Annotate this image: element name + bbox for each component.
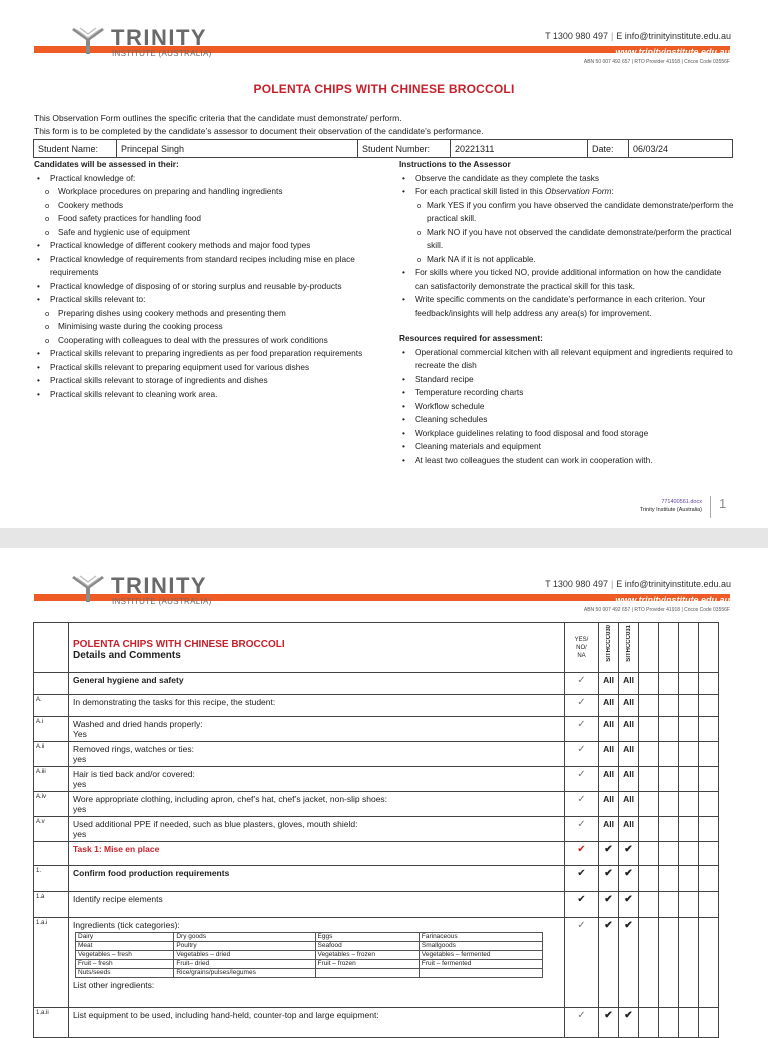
- list-item: • Operational commercial kitchen with all relevant equipment and ingredients required to recreate the dish: [399, 346, 734, 373]
- unit-1-cell[interactable]: All: [599, 817, 619, 842]
- ingredient-category[interactable]: Rice/grains/pulses/legumes: [174, 969, 315, 978]
- ingredient-category[interactable]: Eggs: [315, 933, 419, 942]
- ingredient-category[interactable]: Farinaceous: [419, 933, 542, 942]
- sub-list-item: o Mark NA if it is not applicable.: [399, 253, 734, 267]
- header-contact: T 1300 980 497 | E info@trinityinstitute.edu.au: [545, 579, 731, 589]
- row-number: 1.a.ii: [34, 1008, 69, 1038]
- ingredient-category[interactable]: Fruit – fresh: [76, 960, 174, 969]
- sub-list-item: o Preparing dishes using cookery methods and presenting them: [34, 307, 374, 321]
- unit-1-cell[interactable]: All: [599, 695, 619, 717]
- table-row: [34, 767, 719, 792]
- list-item: • Workplace guidelines relating to food disposal and food storage: [399, 427, 734, 441]
- row-description: List equipment to be used, including hand-held, counter-top and large equipment:: [69, 1008, 565, 1038]
- table-row: [34, 1008, 719, 1038]
- table-row: [34, 717, 719, 742]
- unit-1-cell[interactable]: All: [599, 767, 619, 792]
- table-row: [34, 673, 719, 695]
- row-description: Ingredients (tick categories): Dairy Dry goods Eggs Farinaceous Meat Poultry Seafood Smallgoods Vegetables – fresh Vegetables – dried Vegetables – frozen Vegetables – fermented Fruit – fresh Fruit– dried Fruit – frozen Fruit – fermented Nuts/seeds Rice/grains/pulses/legumes List other ingredients:: [69, 918, 565, 1008]
- unit-1-cell[interactable]: ✔: [599, 892, 619, 918]
- answer-text[interactable]: Yes: [73, 729, 87, 739]
- answer-text[interactable]: yes: [73, 804, 87, 814]
- unit-2-cell[interactable]: ✔: [619, 1008, 639, 1038]
- list-item: • Practical skills relevant to:: [34, 293, 374, 307]
- yes-checkbox[interactable]: ✓: [565, 673, 599, 695]
- assessed-criteria: [34, 158, 374, 401]
- unit-2-cell[interactable]: All: [619, 695, 639, 717]
- page-number: 1: [710, 496, 726, 518]
- unit-2-cell[interactable]: All: [619, 817, 639, 842]
- row-number: A.v: [34, 817, 69, 842]
- header-contact: T 1300 980 497 | E info@trinityinstitute.edu.au: [545, 31, 731, 41]
- row-number: 1.a: [34, 892, 69, 918]
- row-description: Confirm food production requirements: [69, 866, 565, 892]
- list-item: • Standard recipe: [399, 373, 734, 387]
- phone-number: T 1300 980 497: [545, 31, 608, 41]
- unit-1-cell[interactable]: All: [599, 717, 619, 742]
- unit-1-cell[interactable]: ✔: [599, 842, 619, 866]
- observation-checklist-table: [33, 622, 719, 1038]
- assessor-instructions: [399, 158, 734, 467]
- student-name-label: Student Name:: [34, 140, 117, 158]
- sub-list-item: o Workplace procedures on preparing and handling ingredients: [34, 185, 374, 199]
- unit-1-cell[interactable]: ✔: [599, 918, 619, 1008]
- resources-heading: Resources required for assessment:: [399, 333, 543, 343]
- unit-2-cell[interactable]: ✔: [619, 866, 639, 892]
- yes-checkbox[interactable]: ✓: [565, 767, 599, 792]
- row-description: Removed rings, watches or ties: yes: [69, 742, 565, 767]
- table-row: [34, 742, 719, 767]
- yes-checkbox[interactable]: ✔: [565, 892, 599, 918]
- row-number: A.: [34, 695, 69, 717]
- sub-list-item: o Mark YES if you confirm you have observed the candidate demonstrate/perform the practical skill.: [399, 199, 734, 226]
- list-item: • Workflow schedule: [399, 400, 734, 414]
- intro-text: [34, 112, 768, 138]
- sub-list-item: o Cookery methods: [34, 199, 374, 213]
- table-header-title: [69, 623, 565, 673]
- assessed-heading: Candidates will be assessed in their:: [34, 159, 179, 169]
- list-item: • Cleaning schedules: [399, 413, 734, 427]
- date-field[interactable]: 06/03/24: [629, 140, 733, 158]
- unit-2-cell[interactable]: All: [619, 742, 639, 767]
- checklist-subtitle: Details and Comments: [73, 649, 181, 661]
- footer-doc-name: 771400561.docx: [661, 499, 702, 505]
- logo-subtitle: INSTITUTE (AUSTRALIA): [112, 49, 212, 58]
- website-link[interactable]: www.trinityinstitute.edu.au: [615, 595, 730, 605]
- yes-checkbox[interactable]: ✓: [565, 717, 599, 742]
- unit-header-2: SITHCCC031: [619, 623, 639, 673]
- phone-number: T 1300 980 497: [545, 579, 608, 589]
- table-row: [76, 969, 543, 978]
- row-description: Identify recipe elements: [69, 892, 565, 918]
- logo-wordmark: TRINITY: [111, 25, 208, 50]
- page-footer: [640, 498, 702, 514]
- ingredient-category[interactable]: Dairy: [76, 933, 174, 942]
- list-item: • At least two colleagues the student can work in cooperation with.: [399, 454, 734, 468]
- ingredient-category[interactable]: Fruit– dried: [174, 960, 315, 969]
- sub-list-item: o Cooperating with colleagues to deal with the pressures of work conditions: [34, 334, 374, 348]
- ingredient-category[interactable]: Vegetables – frozen: [315, 951, 419, 960]
- yes-checkbox[interactable]: ✓: [565, 817, 599, 842]
- student-details-table: [33, 139, 733, 158]
- ingredient-category[interactable]: Nuts/seeds: [76, 969, 174, 978]
- yes-checkbox[interactable]: ✔: [565, 842, 599, 866]
- table-row: [76, 951, 543, 960]
- ingredient-category[interactable]: Poultry: [174, 942, 315, 951]
- list-item: • Temperature recording charts: [399, 386, 734, 400]
- student-number-label: Student Number:: [358, 140, 451, 158]
- table-row: [34, 918, 719, 1008]
- unit-2-cell[interactable]: ✔: [619, 842, 639, 866]
- yes-no-na-header: YES/ NO/ NA: [565, 623, 599, 673]
- row-description: Wore appropriate clothing, including apron, chef’s hat, chef’s jacket, non-slip shoes: yes: [69, 792, 565, 817]
- ingredient-category[interactable]: Dry goods: [174, 933, 315, 942]
- answer-text[interactable]: yes: [73, 829, 87, 839]
- yes-checkbox[interactable]: ✓: [565, 1008, 599, 1038]
- logo-mark-icon: [70, 574, 106, 604]
- table-row: [76, 942, 543, 951]
- list-item: • Observe the candidate as they complete the tasks: [399, 172, 734, 186]
- date-label: Date:: [588, 140, 629, 158]
- list-item: • Practical skills relevant to preparing ingredients as per food preparation requirements: [34, 347, 374, 361]
- row-number: 1.: [34, 866, 69, 892]
- logo-subtitle: INSTITUTE (AUSTRALIA): [112, 597, 212, 606]
- sub-list-item: o Food safety practices for handling food: [34, 212, 374, 226]
- list-item: • Practical skills relevant to preparing equipment used for various dishes: [34, 361, 374, 375]
- table-row: [34, 817, 719, 842]
- ingredient-category[interactable]: Seafood: [315, 942, 419, 951]
- list-item: • Practical skills relevant to storage of ingredients and dishes: [34, 374, 374, 388]
- yes-checkbox[interactable]: ✓: [565, 792, 599, 817]
- list-item: • Cleaning materials and equipment: [399, 440, 734, 454]
- unit-2-cell[interactable]: All: [619, 767, 639, 792]
- student-name-field[interactable]: Princepal Singh: [117, 140, 358, 158]
- row-number: A.iv: [34, 792, 69, 817]
- unit-2-cell[interactable]: ✔: [619, 892, 639, 918]
- logo-mark-icon: [70, 26, 106, 56]
- row-number: A.i: [34, 717, 69, 742]
- list-item: • Practical knowledge of different cookery methods and major food types: [34, 239, 374, 253]
- answer-text[interactable]: yes: [73, 754, 87, 764]
- list-item: • For each practical skill listed in this Observation Form:: [399, 185, 734, 199]
- abn-line: ABN 50 007 492 657 | RTO Provider 41918 | Cricos Code 03556F: [583, 607, 730, 613]
- unit-header-1: SITHCCC030: [599, 623, 619, 673]
- footer-org: Trinity Institute (Australia): [639, 507, 702, 513]
- unit-1-cell[interactable]: All: [599, 742, 619, 767]
- answer-text[interactable]: yes: [73, 779, 87, 789]
- ingredient-category[interactable]: Vegetables – fermented: [419, 951, 542, 960]
- list-item: • Practical knowledge of:: [34, 172, 374, 186]
- email-address[interactable]: E info@trinityinstitute.edu.au: [616, 31, 731, 41]
- yes-checkbox[interactable]: ✓: [565, 742, 599, 767]
- list-item: • Practical skills relevant to cleaning work area.: [34, 388, 374, 402]
- other-ingredients-label: List other ingredients:: [73, 980, 155, 990]
- table-row: [34, 866, 719, 892]
- unit-2-cell[interactable]: All: [619, 717, 639, 742]
- unit-2-cell[interactable]: All: [619, 673, 639, 695]
- row-description: Used additional PPE if needed, such as blue plasters, gloves, mouth shield: yes: [69, 817, 565, 842]
- instructions-heading: Instructions to the Assessor: [399, 159, 511, 169]
- email-address[interactable]: E info@trinityinstitute.edu.au: [616, 579, 731, 589]
- ingredient-category[interactable]: [315, 969, 419, 978]
- list-item: • Practical knowledge of requirements from standard recipes including mise en place requirements: [34, 253, 374, 280]
- unit-1-cell[interactable]: ✔: [599, 866, 619, 892]
- abn-line: ABN 50 007 492 657 | RTO Provider 41918 | Cricos Code 03556F: [583, 59, 730, 65]
- unit-1-cell[interactable]: All: [599, 673, 619, 695]
- unit-2-cell[interactable]: ✔: [619, 918, 639, 1008]
- yes-checkbox[interactable]: ✓: [565, 918, 599, 1008]
- ingredient-category[interactable]: Smallgoods: [419, 942, 542, 951]
- ingredient-category[interactable]: Meat: [76, 942, 174, 951]
- logo-wordmark: TRINITY: [111, 573, 208, 598]
- task-heading: Task 1: Mise en place: [69, 842, 565, 866]
- sub-list-item: o Safe and hygienic use of equipment: [34, 226, 374, 240]
- unit-2-cell[interactable]: All: [619, 792, 639, 817]
- table-row: [34, 792, 719, 817]
- table-row: [34, 842, 719, 866]
- ingredient-category[interactable]: Vegetables – fresh: [76, 951, 174, 960]
- unit-1-cell[interactable]: ✔: [599, 1008, 619, 1038]
- unit-1-cell[interactable]: All: [599, 792, 619, 817]
- row-number: A.iii: [34, 767, 69, 792]
- table-row: [76, 960, 543, 969]
- intro-line-1: This Observation Form outlines the specific criteria that the candidate must demonstrate/ perform.: [34, 113, 402, 123]
- row-description: General hygiene and safety: [69, 673, 565, 695]
- form-title: POLENTA CHIPS WITH CHINESE BROCCOLI: [253, 82, 515, 96]
- table-row: [34, 892, 719, 918]
- ingredient-category[interactable]: Fruit – fermented: [419, 960, 542, 969]
- student-number-field[interactable]: 20221311: [451, 140, 588, 158]
- table-row: [76, 933, 543, 942]
- ingredient-category[interactable]: [419, 969, 542, 978]
- sub-list-item: o Minimising waste during the cooking process: [34, 320, 374, 334]
- list-item: • Write specific comments on the candidate’s performance in each criterion. Your feedback/insights will help address any area(s) for improvement.: [399, 293, 734, 320]
- ingredient-categories-table: [75, 932, 543, 978]
- list-item: • Practical knowledge of disposing of or storing surplus and reusable by-products: [34, 280, 374, 294]
- list-item: • For skills where you ticked NO, provide additional information on how the candidate can satisfactorily demonstrate the practical skill for this task.: [399, 266, 734, 293]
- ingredient-category[interactable]: Vegetables – dried: [174, 951, 315, 960]
- row-number: 1.a.i: [34, 918, 69, 1008]
- row-description: Hair is tied back and/or covered: yes: [69, 767, 565, 792]
- yes-checkbox[interactable]: ✓: [565, 695, 599, 717]
- page-header: [0, 0, 768, 65]
- row-number: A.ii: [34, 742, 69, 767]
- page-gap: [0, 528, 768, 548]
- page-header: [0, 548, 768, 613]
- intro-line-2: This form is to be completed by the candidate’s assessor to document their observation of the candidate’s performance.: [34, 126, 484, 136]
- row-description: Washed and dried hands properly: Yes: [69, 717, 565, 742]
- checklist-title: POLENTA CHIPS WITH CHINESE BROCCOLI: [73, 638, 285, 650]
- ingredient-category[interactable]: Fruit – frozen: [315, 960, 419, 969]
- website-link[interactable]: www.trinityinstitute.edu.au: [615, 47, 730, 57]
- table-row: [34, 695, 719, 717]
- sub-list-item: o Mark NO if you have not observed the candidate demonstrate/perform the practical skill.: [399, 226, 734, 253]
- row-description: In demonstrating the tasks for this recipe, the student:: [69, 695, 565, 717]
- yes-checkbox[interactable]: ✔: [565, 866, 599, 892]
